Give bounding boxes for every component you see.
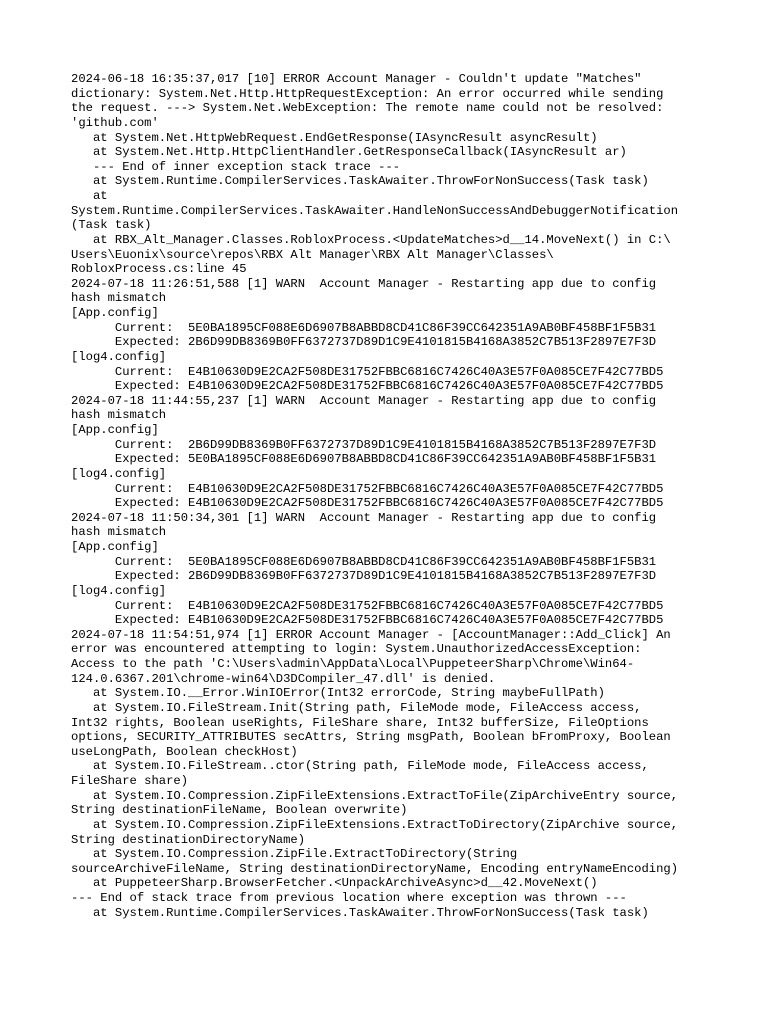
log-line: dictionary: System.Net.Http.HttpRequestException: An error occurred while sending xyxy=(71,86,664,101)
log-line: at xyxy=(71,189,108,203)
log-line: at System.IO.Compression.ZipFile.ExtractToDirectory(String xyxy=(71,847,518,862)
log-line: 2024-07-18 11:44:55,237 [1] WARN Account Manager - Restarting app due to config xyxy=(71,393,657,408)
log-line: error was encountered attempting to login: System.UnauthorizedAccessException: xyxy=(71,642,642,657)
log-line: [log4.config] xyxy=(71,583,167,598)
log-line: Current: E4B10630D9E2CA2F508DE31752FBBC6816C7426C40A3E57F0A085CE7F42C77BD5 xyxy=(71,364,664,379)
log-line: Users\Euonix\source\repos\RBX Alt Manager\RBX Alt Manager\Classes\ xyxy=(71,247,554,262)
log-line: 2024-07-18 11:26:51,588 [1] WARN Account Manager - Restarting app due to config xyxy=(71,276,657,291)
log-line: at System.Net.Http.HttpClientHandler.GetResponseCallback(IAsyncResult ar) xyxy=(71,145,627,160)
log-line: at RBX_Alt_Manager.Classes.RobloxProcess.<UpdateMatches>d__14.MoveNext() in C:\ xyxy=(71,232,671,247)
log-line: Expected: 2B6D99DB8369B0FF6372737D89D1C9E4101815B4168A3852C7B513F2897E7F3D xyxy=(71,569,657,584)
log-line: 'github.com' xyxy=(71,115,159,130)
log-line: at System.Runtime.CompilerServices.TaskAwaiter.ThrowForNonSuccess(Task task) xyxy=(71,174,649,189)
log-line: Expected: E4B10630D9E2CA2F508DE31752FBBC6816C7426C40A3E57F0A085CE7F42C77BD5 xyxy=(71,379,664,394)
log-line: RobloxProcess.cs:line 45 xyxy=(71,262,247,277)
log-line: at System.Runtime.CompilerServices.TaskAwaiter.ThrowForNonSuccess(Task task) xyxy=(71,905,649,920)
log-line: String destinationDirectoryName) xyxy=(71,832,306,847)
log-line: sourceArchiveFileName, String destinationDirectoryName, Encoding entryNameEncoding) xyxy=(71,861,679,876)
log-line: Access to the path 'C:\Users\admin\AppData\Local\PuppeteerSharp\Chrome\Win64- xyxy=(71,657,635,671)
log-line: Int32 rights, Boolean useRights, FileShare share, Int32 bufferSize, FileOptions xyxy=(71,715,649,730)
log-line: --- End of inner exception stack trace --- xyxy=(71,159,401,174)
log-line: hash mismatch xyxy=(71,408,167,423)
log-line: at System.IO.Compression.ZipFileExtensions.ExtractToDirectory(ZipArchive source, xyxy=(71,817,679,832)
log-line: options, SECURITY_ATTRIBUTES secAttrs, String msgPath, Boolean bFromProxy, Boolean xyxy=(71,730,671,745)
log-line: System.Runtime.CompilerServices.TaskAwaiter.HandleNonSuccessAndDebuggerNotification xyxy=(71,203,679,218)
log-line: Current: 2B6D99DB8369B0FF6372737D89D1C9E4101815B4168A3852C7B513F2897E7F3D xyxy=(71,437,657,452)
log-line: (Task task) xyxy=(71,218,152,233)
log-line: 2024-07-18 11:50:34,301 [1] WARN Account Manager - Restarting app due to config xyxy=(71,510,657,525)
log-line: [App.config] xyxy=(71,306,159,320)
log-text xyxy=(71,72,678,920)
log-line: [App.config] xyxy=(71,423,159,437)
log-line: Expected: E4B10630D9E2CA2F508DE31752FBBC6816C7426C40A3E57F0A085CE7F42C77BD5 xyxy=(71,496,664,511)
log-line: [log4.config] xyxy=(71,349,167,364)
log-line: [log4.config] xyxy=(71,466,167,481)
log-line: [App.config] xyxy=(71,540,159,554)
log-line: Current: E4B10630D9E2CA2F508DE31752FBBC6816C7426C40A3E57F0A085CE7F42C77BD5 xyxy=(71,598,664,613)
log-line: FileShare share) xyxy=(71,774,189,788)
log-line: Current: E4B10630D9E2CA2F508DE31752FBBC6816C7426C40A3E57F0A085CE7F42C77BD5 xyxy=(71,481,664,496)
log-line: hash mismatch xyxy=(71,291,167,306)
log-line: 2024-07-18 11:54:51,974 [1] ERROR Account Manager - [AccountManager::Add_Click] An xyxy=(71,627,671,642)
log-line: Expected: E4B10630D9E2CA2F508DE31752FBBC6816C7426C40A3E57F0A085CE7F42C77BD5 xyxy=(71,613,664,628)
log-line: hash mismatch xyxy=(71,525,167,540)
log-line: Current: 5E0BA1895CF088E6D6907B8ABBD8CD41C86F39CC642351A9AB0BF458BF1F5B31 xyxy=(71,320,657,335)
log-line: the request. ---> System.Net.WebException: The remote name could not be resolved: xyxy=(71,101,664,116)
log-line: 2024-06-18 16:35:37,017 [10] ERROR Account Manager - Couldn't update "Matches" xyxy=(71,72,642,86)
log-line: at System.IO.FileStream..ctor(String path, FileMode mode, FileAccess access, xyxy=(71,759,649,774)
log-line: at System.IO.__Error.WinIOError(Int32 errorCode, String maybeFullPath) xyxy=(71,686,605,701)
log-line: at System.Net.HttpWebRequest.EndGetResponse(IAsyncResult asyncResult) xyxy=(71,130,598,145)
log-line: --- End of stack trace from previous location where exception was thrown --- xyxy=(71,891,627,905)
log-line: Expected: 5E0BA1895CF088E6D6907B8ABBD8CD41C86F39CC642351A9AB0BF458BF1F5B31 xyxy=(71,452,657,467)
log-line: String destinationFileName, Boolean overwrite) xyxy=(71,803,408,818)
log-line: Expected: 2B6D99DB8369B0FF6372737D89D1C9E4101815B4168A3852C7B513F2897E7F3D xyxy=(71,335,657,350)
log-line: at PuppeteerSharp.BrowserFetcher.<UnpackArchiveAsync>d__42.MoveNext() xyxy=(71,876,598,891)
log-line: useLongPath, Boolean checkHost) xyxy=(71,744,298,759)
log-line: 124.0.6367.201\chrome-win64\D3DCompiler_47.dll' is denied. xyxy=(71,671,496,686)
log-line: at System.IO.Compression.ZipFileExtensions.ExtractToFile(ZipArchiveEntry source, xyxy=(71,788,679,803)
log-line: Current: 5E0BA1895CF088E6D6907B8ABBD8CD41C86F39CC642351A9AB0BF458BF1F5B31 xyxy=(71,554,657,569)
log-line: at System.IO.FileStream.Init(String path, FileMode mode, FileAccess access, xyxy=(71,700,642,715)
